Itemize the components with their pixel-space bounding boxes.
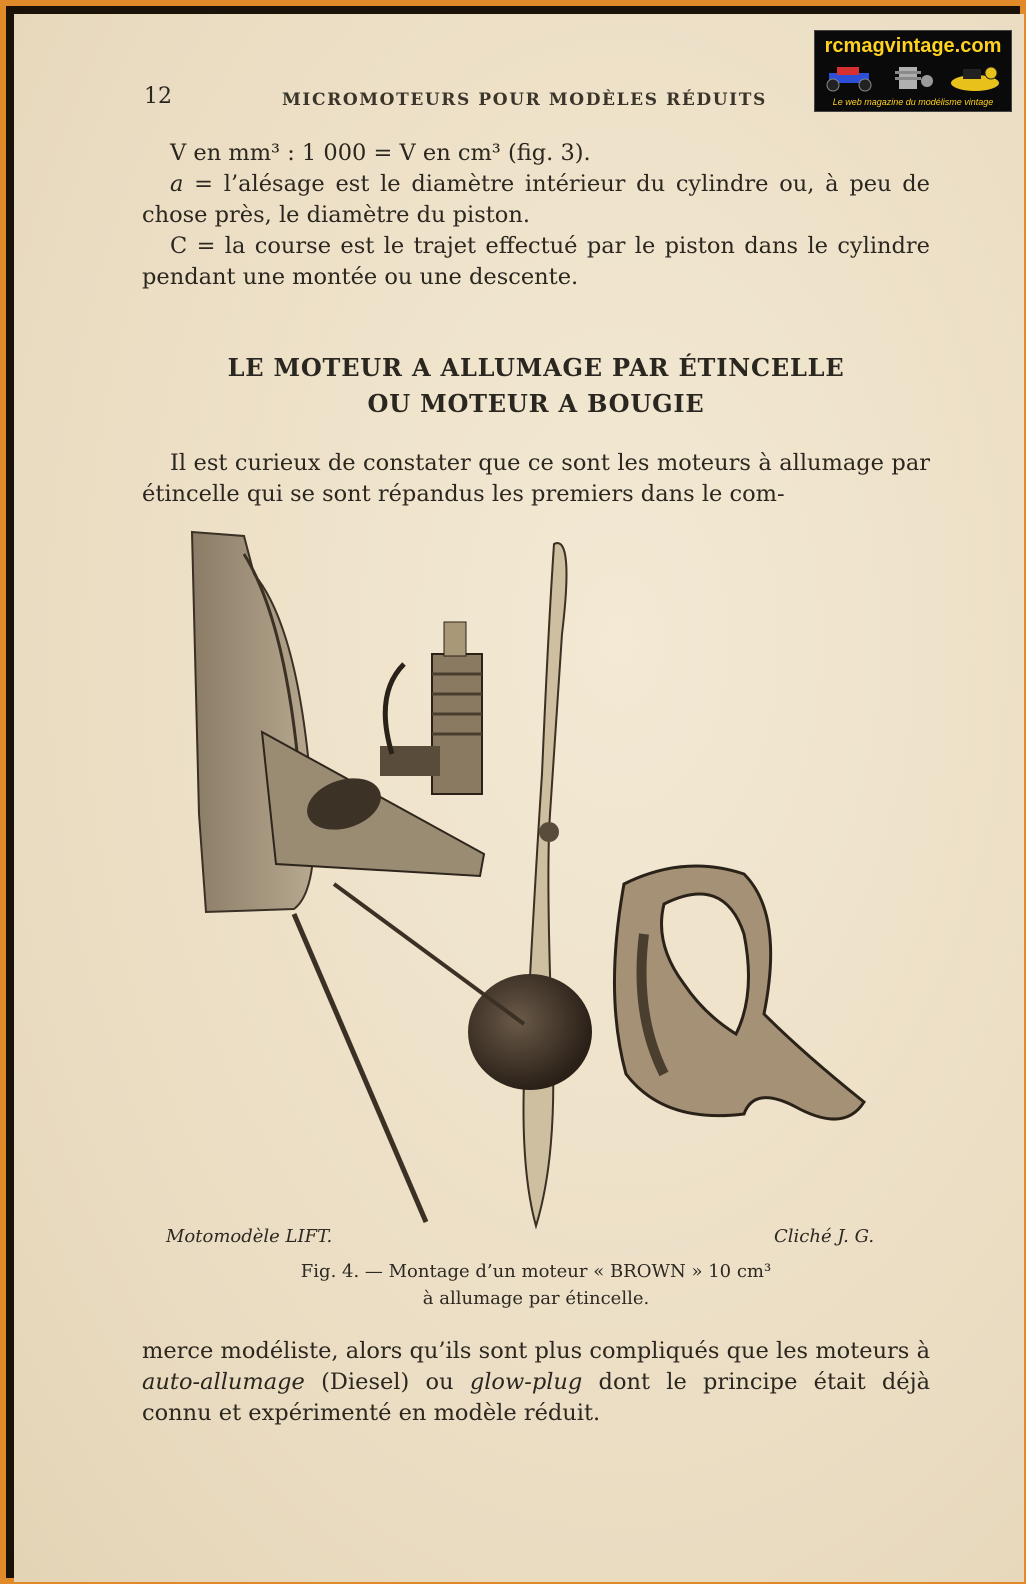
buggy-icon — [827, 67, 871, 91]
figure-credit-right: Cliché J. G. — [774, 1226, 875, 1247]
outro-text — [142, 1336, 930, 1429]
outro-part-3: dont le principe était déjà connu et expérimenté en modèle réduit. — [142, 1369, 930, 1426]
logo-tagline: Le web magazine du modélisme vintage — [832, 97, 994, 107]
hovercraft-icon — [951, 67, 999, 91]
intro-text: Il est curieux de constater que ce sont les moteurs à allumage par étincelle qui se sont répandus les premiers dans le com- — [142, 450, 930, 507]
bore-text: = l’alésage est le diamètre intérieur du cylindre ou, à peu de chose près, le diamètre du piston. — [142, 171, 930, 228]
propeller — [524, 543, 567, 1226]
site-logo[interactable] — [814, 30, 1012, 112]
logo-illustration-icon — [815, 59, 1011, 97]
spinner-disc — [468, 974, 592, 1090]
outro-part-1: merce modéliste, alors qu’ils sont plus compliqués que les moteurs à — [142, 1338, 930, 1364]
definition-stroke: C = la course est le trajet effectué par le piston dans le cylindre pendant une montée ou une descente. — [142, 233, 930, 290]
heading-line-2: OU MOTEUR A BOUGIE — [367, 389, 705, 418]
caption-line-2: à allumage par étincelle. — [422, 1288, 650, 1309]
outro-emphasis-2: glow-plug — [469, 1369, 583, 1395]
section-heading — [142, 350, 930, 422]
definition-bore — [142, 169, 930, 231]
running-title: MICROMOTEURS POUR MODÈLES RÉDUITS — [282, 90, 767, 110]
definitions-block — [142, 138, 930, 293]
outro-paragraph — [142, 1336, 930, 1429]
book-page — [14, 14, 1024, 1582]
logo-title: rcmagvintage.com — [824, 35, 1002, 57]
outro-emphasis-1: auto-allumage — [142, 1369, 305, 1395]
figure-caption — [142, 1258, 930, 1312]
bore-variable: a — [170, 171, 184, 197]
figure-credit-left: Motomodèle LIFT. — [166, 1226, 333, 1247]
outro-part-2: (Diesel) ou — [304, 1369, 470, 1395]
engine-cylinder — [380, 622, 482, 794]
engine-mount-photo — [144, 514, 884, 1234]
intro-paragraph — [142, 448, 930, 510]
page-number: 12 — [144, 84, 172, 109]
definition-volume: V en mm³ : 1 000 = V en cm³ (fig. 3). — [170, 140, 591, 166]
heading-line-1: LE MOTEUR A ALLUMAGE PAR ÉTINCELLE — [227, 353, 845, 382]
caption-line-1: Fig. 4. — Montage d’un moteur « BROWN » 10 cm³ — [300, 1261, 772, 1282]
cowling — [614, 866, 864, 1119]
engine-icon — [895, 67, 933, 89]
